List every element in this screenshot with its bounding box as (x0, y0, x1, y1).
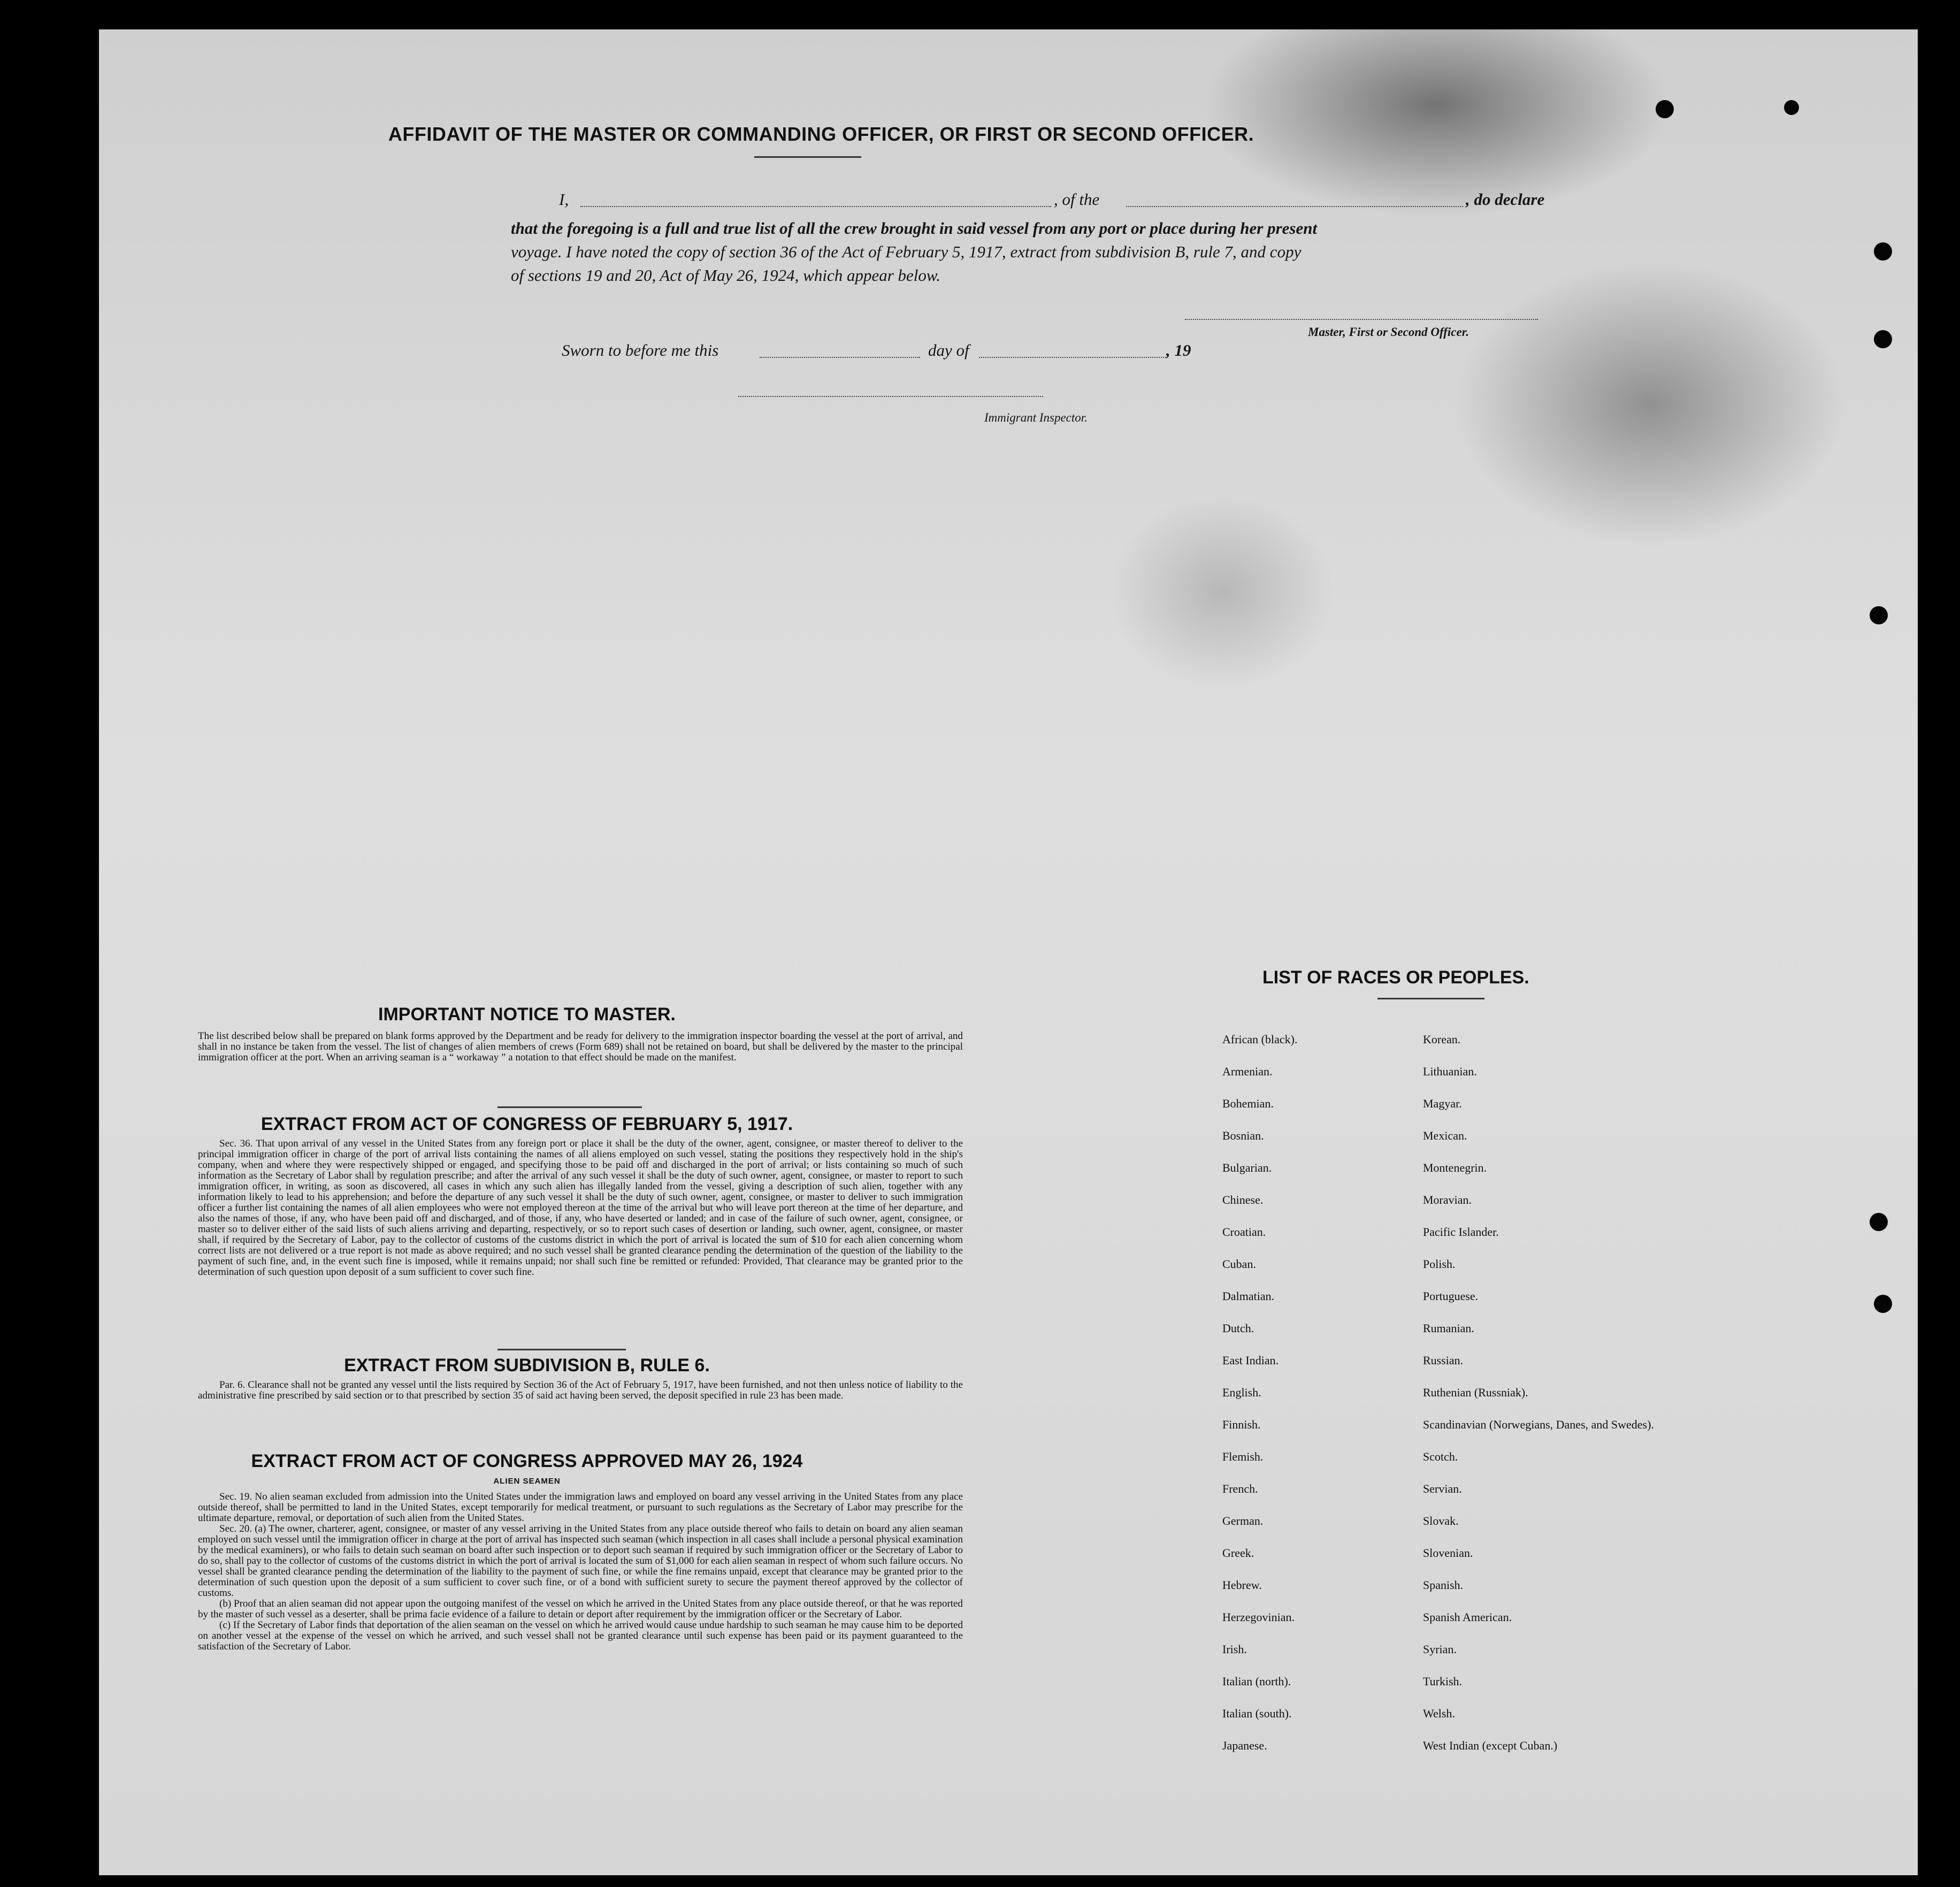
race-item: Pacific Islander. (1423, 1225, 1499, 1239)
extract3-sec20a: Sec. 20. (a) The owner, charterer, agent, consignee, or master of any vessel arriving in the United States from any place outside thereof who fails to detain on board any alien seaman employed on such vessel until the immigration officer in charge at the port of arrival has inspected such seaman (which inspection in all cases shall include a personal physical examination by the medical examiners), or who fails to detain such seaman on board after such inspection or to deport such seaman if required by such immigration officer or the Secretary of Labor to do so, shall pay to the collector of customs of the customs district in which the port of arrival is located the sum of $1,000 for each alien seaman in respect of whom such failure occurs. No vessel shall be granted clearance pending the determination of the liability to the payment of such fine, or while the fine remains unpaid, except that clearance may be granted prior to the determination of such question upon the deposit of a sum sufficient to cover such fine, or of a bond with sufficient surety to secure the payment thereof approved by the collector of customs. (198, 1523, 963, 1599)
race-item: Finnish. (1222, 1418, 1261, 1431)
race-item: Japanese. (1222, 1739, 1267, 1752)
race-item: Irish. (1222, 1642, 1247, 1656)
punch-hole (1870, 1213, 1888, 1231)
race-item: Ruthenian (Russniak). (1423, 1386, 1528, 1399)
race-item: Flemish. (1222, 1450, 1264, 1463)
sworn-prefix: Sworn to before me this (562, 341, 719, 360)
race-item: Dutch. (1222, 1321, 1254, 1335)
notice-text (198, 1031, 963, 1063)
race-item: Slovak. (1423, 1514, 1459, 1527)
punch-hole (1656, 100, 1674, 118)
race-item: Polish. (1423, 1257, 1456, 1271)
declare-line (559, 190, 1672, 211)
race-item: Herzegovinian. (1222, 1610, 1295, 1624)
affidavit-title-rule (754, 156, 861, 158)
race-item: Lithuanian. (1423, 1065, 1477, 1078)
sworn-line (562, 341, 1311, 362)
punch-hole (1870, 606, 1888, 624)
inspector-label: Immigrant Inspector. (984, 411, 1088, 424)
extract3-text (198, 1492, 963, 1652)
extract1-paragraph: Sec. 36. That upon arrival of any vessel in the United States from any foreign port or place it shall be the duty of the owner, agent, consignee, or master thereof to deliver to the principal immigration officer in charge of the port of arrival lists containing the names of all aliens employed on such vessel, stating the positions they respectively hold in the ship's company, when and where they were respectively shipped or engaged, and specifying those to be paid off and discharged in the port of arrival; or lists containing so much of such information as the Secretary of Labor shall by regulation prescribe; and after the arrival of any such vessel it shall be the duty of such owner, agent, consignee, or master to report to such immigration officer, in writing, as soon as discovered, all cases in which any such alien has illegally landed from the vessel, giving a description of such alien, together with any information likely to lead to his apprehension; and before the departure of any such vessel it shall be the duty of such owner, agent, consignee, or master to deliver to such immigration officer a further list containing the names of all alien employees who were not employed thereon at the time of the arrival but who will leave port thereon at the time of her departure, and also the names of those, if any, who have been paid off and discharged, and of those, if any, who have deserted or landed; and in case of the failure of such owner, agent, consignee, or master so to deliver either of the said lists of such aliens arriving and departing, respectively, or so to report such cases of desertion or landing, such owner, agent, consignee, or master shall, if required by the Secretary of Labor, pay to the collector of customs of the customs district in which the port of arrival is located the sum of $10 for each alien concerning whom correct lists are not delivered or a true report is not made as above required; and no such vessel shall be granted clearance pending the determination of the question of the liability to the payment of such fine, and, in the event such fine is imposed, while it remains unpaid; nor shall such fine be remitted or refunded: Provided, That clearance may be granted prior to the determination of such question upon deposit of a sum sufficient to cover such fine. (198, 1138, 963, 1278)
race-item: English. (1222, 1386, 1261, 1399)
declare-i: I, (559, 190, 569, 209)
race-item: Rumanian. (1423, 1321, 1474, 1335)
extract2-title: EXTRACT FROM SUBDIVISION B, RULE 6. (344, 1355, 710, 1376)
sworn-month-line[interactable] (979, 357, 1166, 358)
extract3-sec20b: (b) Proof that an alien seaman did not appear upon the outgoing manifest of the vessel on which he arrived in the United States from any place outside thereof, or that he was reported by the master of such vessel as a deserter, shall be prima facie evidence of a failure to detain or deport after requirement by the immigration officer or the Secretary of Labor. (198, 1598, 963, 1620)
race-item: German. (1222, 1514, 1264, 1527)
race-item: Bohemian. (1222, 1097, 1274, 1110)
race-item: Spanish. (1423, 1578, 1464, 1592)
race-item: Hebrew. (1222, 1578, 1262, 1592)
race-item: Croatian. (1222, 1225, 1266, 1239)
race-item: French. (1222, 1482, 1258, 1495)
race-item: Scotch. (1423, 1450, 1458, 1463)
races-title: LIST OF RACES OR PEOPLES. (1262, 967, 1529, 988)
races-title-rule (1377, 998, 1484, 999)
race-item: Bosnian. (1222, 1129, 1264, 1142)
declaration-line-1: that the foregoing is a full and true list of all the crew brought in said vessel from any port or place during her present (511, 219, 1318, 238)
race-item: East Indian. (1222, 1354, 1279, 1367)
race-item: Servian. (1423, 1482, 1462, 1495)
declaration-line-2: voyage. I have noted the copy of section 36 of the Act of February 5, 1917, extract from subdivision B, rule 7, and copy (511, 242, 1301, 261)
race-item: Spanish American. (1423, 1610, 1512, 1624)
punch-hole (1874, 330, 1892, 348)
races-right-column (1423, 1032, 1680, 1770)
extract1-title: EXTRACT FROM ACT OF CONGRESS OF FEBRUARY 5, 1917. (261, 1114, 793, 1134)
race-item: Welsh. (1423, 1707, 1455, 1720)
document-page (99, 29, 1918, 1875)
race-item: Scandinavian (Norwegians, Danes, and Swedes). (1423, 1418, 1654, 1431)
race-item: Italian (south). (1222, 1707, 1292, 1720)
extract2-top-rule (497, 1349, 626, 1350)
extract3-sec20c: (c) If the Secretary of Labor finds that deportation of the alien seaman on the vessel on which he arrived would cause undue hardship to such seaman he may cause him to be deported on another vessel at the expense of the vessel on which he arrived, and such vessel shall not be granted clearance until such expense has been paid or its payment guaranteed to the satisfaction of the Secretary of Labor. (198, 1619, 963, 1652)
extract3-subtitle: ALIEN SEAMEN (493, 1477, 561, 1486)
sworn-year: , 19 (1166, 341, 1191, 360)
declare-name-line[interactable] (580, 206, 1051, 207)
extract1-text (198, 1139, 963, 1278)
extract3-title: EXTRACT FROM ACT OF CONGRESS APPROVED MAY 26, 1924 (251, 1451, 803, 1471)
declare-do-declare: , do declare (1466, 190, 1545, 209)
extract1-top-rule (497, 1106, 642, 1108)
race-item: Dalmatian. (1222, 1289, 1275, 1303)
punch-hole (1784, 100, 1799, 115)
extract2-paragraph: Par. 6. Clearance shall not be granted any vessel until the lists required by Section 36 of the Act of February 5, 1917, have been furnished, and not then unless notice of liability to the administrative fine prescribed by said section or to that prescribed by section 35 of said act having been served, the deposit specified in rule 23 has been made. (198, 1379, 963, 1401)
declare-of-the: , of the (1054, 190, 1100, 209)
extract2-text (198, 1380, 963, 1401)
inspector-signature-line[interactable] (738, 396, 1043, 397)
race-item: Russian. (1423, 1354, 1464, 1367)
race-item: Montenegrin. (1423, 1161, 1487, 1174)
declaration-line-3: of sections 19 and 20, Act of May 26, 1924, which appear below. (511, 266, 941, 285)
race-item: Greek. (1222, 1546, 1254, 1560)
master-signature-line[interactable] (1185, 319, 1538, 320)
notice-title: IMPORTANT NOTICE TO MASTER. (378, 1004, 676, 1025)
master-signature-label: Master, First or Second Officer. (1308, 325, 1469, 339)
race-item: Italian (north). (1222, 1675, 1291, 1688)
race-item: African (black). (1222, 1033, 1298, 1046)
sworn-day-line[interactable] (760, 357, 920, 358)
race-item: Cuban. (1222, 1257, 1256, 1271)
race-item: Moravian. (1423, 1193, 1472, 1206)
declaration-body (511, 217, 1661, 287)
extract3-sec19: Sec. 19. No alien seaman excluded from admission into the United States under the immigration laws and employed on board any vessel arriving in the United States from any place outside thereof, shall be permitted to land in the United States, except temporarily for medical treatment, or pursuant to such regulations as the Secretary of Labor may prescribe for the ultimate departure, removal, or deportation of such alien from the United States. (198, 1491, 963, 1524)
race-item: Bulgarian. (1222, 1161, 1272, 1174)
race-item: Magyar. (1423, 1097, 1462, 1110)
race-item: Syrian. (1423, 1642, 1457, 1656)
declare-vessel-line[interactable] (1126, 206, 1463, 207)
race-item: West Indian (except Cuban.) (1423, 1739, 1558, 1752)
race-item: Turkish. (1423, 1675, 1463, 1688)
punch-hole (1874, 242, 1892, 261)
race-item: Armenian. (1222, 1065, 1273, 1078)
race-item: Mexican. (1423, 1129, 1467, 1142)
races-left-column (1222, 1032, 1415, 1770)
race-item: Korean. (1423, 1033, 1461, 1046)
sworn-day: day of (928, 341, 969, 360)
notice-paragraph: The list described below shall be prepared on blank forms approved by the Department and be ready for delivery to the immigration inspector boarding the vessel at the port of arrival, and shall in no instance be taken from the vessel. The list of changes of alien members of crews (Form 689) shall not be retained on board, but shall be delivered by the master to the principal immigration officer at the port. When an arriving seaman is a “ workaway ” a notation to that effect should be made on the manifest. (198, 1030, 963, 1063)
affidavit-title: AFFIDAVIT OF THE MASTER OR COMMANDING OFFICER, OR FIRST OR SECOND OFFICER. (388, 123, 1254, 145)
race-item: Portuguese. (1423, 1289, 1479, 1303)
race-item: Chinese. (1222, 1193, 1264, 1206)
race-item: Slovenian. (1423, 1546, 1473, 1560)
punch-hole (1874, 1295, 1892, 1313)
